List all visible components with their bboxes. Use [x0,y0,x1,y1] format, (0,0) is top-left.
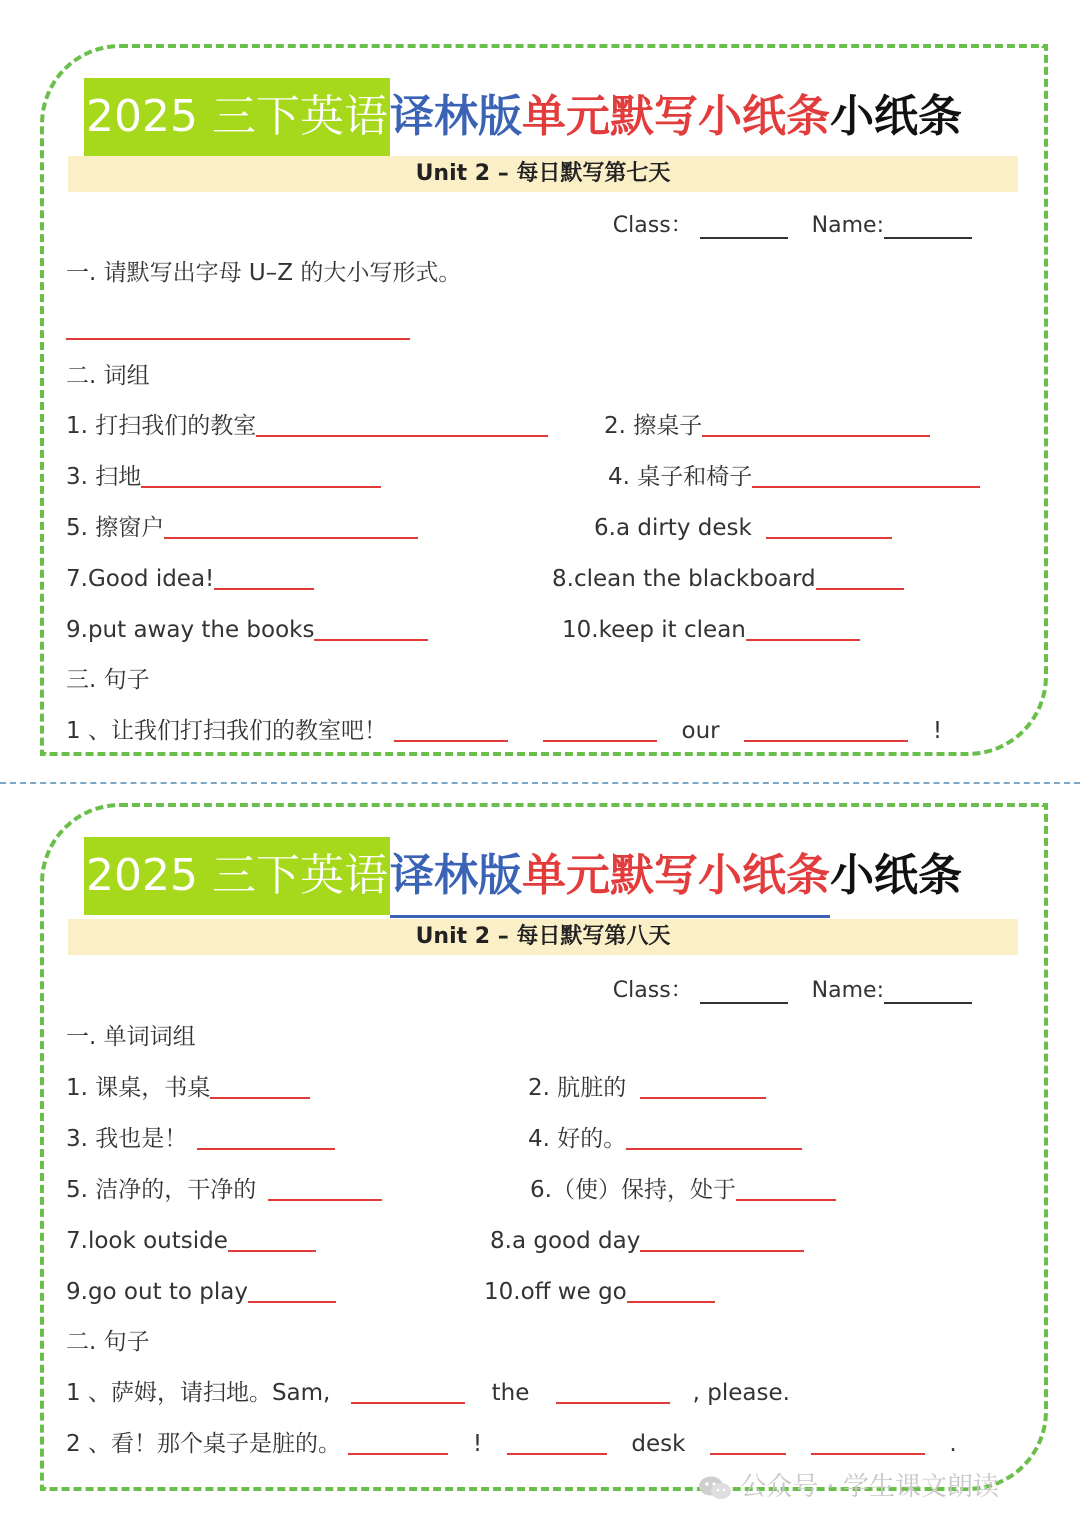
phrase-item: 2. 肮脏的 [528,1073,766,1103]
card-title [84,837,962,915]
title-slip: 小纸条 [829,850,962,901]
unit-subtitle: Unit 2 – 每日默写第七天 [68,156,1018,192]
class-name-row [613,208,972,239]
phrase-item: 6.（使）保持，处于 [530,1175,836,1205]
answer-line[interactable] [351,1401,465,1404]
title-edition: 译林版 [390,78,522,159]
name-label: Name: [811,213,884,238]
section-phrases: 二. 词组 [66,363,150,389]
answer-line[interactable] [811,1452,925,1455]
answer-line[interactable] [746,638,860,641]
phrase-item: 1. 打扫我们的教室 [66,411,548,441]
answer-line[interactable] [268,1198,382,1201]
phrase-item: 9.put away the books [66,615,428,645]
answer-line[interactable] [766,536,892,539]
class-name-row [613,973,972,1004]
phrase-item: 8.clean the blackboard [552,564,904,594]
name-blank[interactable] [884,236,972,239]
name-blank[interactable] [884,1001,972,1004]
cut-line [0,782,1080,784]
section-sentences: 三. 句子 [66,667,150,693]
phrase-item: 7.Good idea! [66,564,314,594]
dictation-card-day8 [40,803,1048,1491]
answer-line[interactable] [164,536,418,539]
answer-line[interactable] [248,1300,336,1303]
answer-line[interactable] [66,338,410,340]
answer-line[interactable] [141,485,381,488]
phrase-item: 10.keep it clean [562,615,860,645]
phrase-item: 5. 洁净的，干净的 [66,1175,382,1205]
answer-line[interactable] [744,739,908,742]
class-blank[interactable] [700,236,788,239]
title-slip: 小纸条 [829,91,962,142]
answer-line[interactable] [214,587,314,590]
card-title [84,78,962,156]
answer-line[interactable] [736,1198,836,1201]
sentence-item: 1 、让我们打扫我们的教室吧！ our ! [66,718,943,744]
title-dictation: 单元默写小纸条 [522,837,830,918]
answer-line[interactable] [640,1249,804,1252]
title-dictation: 单元默写小纸条 [522,78,830,159]
phrase-item: 4. 桌子和椅子 [608,462,980,492]
name-label: Name: [811,978,884,1003]
answer-line[interactable] [640,1096,766,1099]
answer-line[interactable] [816,587,904,590]
wechat-icon [698,1475,732,1501]
phrase-item: 10.off we go [484,1277,715,1307]
phrase-item: 3. 我也是！ [66,1124,335,1154]
answer-line[interactable] [348,1452,448,1455]
answer-line[interactable] [394,739,508,742]
section-words: 一. 单词词组 [66,1024,196,1050]
class-label: Class： [612,978,693,1003]
sentence-item: 1 、萨姆，请扫地。Sam, the , please. [66,1380,790,1406]
phrase-item: 2. 擦桌子 [604,411,930,441]
phrase-item: 6.a dirty desk [594,513,892,543]
answer-line[interactable] [627,1300,715,1303]
sentence-item: 2 、看！那个桌子是脏的。 ! desk . [66,1431,957,1457]
class-label: Class： [612,213,693,238]
answer-line[interactable] [752,485,980,488]
answer-line[interactable] [710,1452,786,1455]
title-year-subject: 2025 三下英语 [84,78,390,156]
answer-line[interactable] [197,1147,335,1150]
phrase-item: 5. 擦窗户 [66,513,418,543]
answer-line[interactable] [210,1096,310,1099]
phrase-item: 4. 好的。 [528,1124,802,1154]
section-sentences: 二. 句子 [66,1329,150,1355]
title-edition: 译林版 [390,837,522,918]
answer-line[interactable] [556,1401,670,1404]
phrase-item: 1. 课桌，书桌 [66,1073,310,1103]
answer-line[interactable] [256,434,548,437]
answer-line[interactable] [507,1452,607,1455]
phrase-item: 9.go out to play [66,1277,336,1307]
class-blank[interactable] [700,1001,788,1004]
unit-subtitle: Unit 2 – 每日默写第八天 [68,919,1018,955]
phrase-item: 3. 扫地 [66,462,381,492]
watermark-text: 公众号 · 学生课文朗读 [740,1472,1000,1502]
answer-line[interactable] [314,638,428,641]
section-letters: 一. 请默写出字母 U–Z 的大小写形式。 [66,260,462,286]
answer-line[interactable] [543,739,657,742]
title-year-subject: 2025 三下英语 [84,837,390,915]
dictation-card-day7 [40,44,1048,756]
watermark [698,1466,999,1503]
phrase-item: 8.a good day [490,1226,804,1256]
answer-line[interactable] [228,1249,316,1252]
answer-line[interactable] [626,1147,802,1150]
answer-line[interactable] [702,434,930,437]
phrase-item: 7.look outside [66,1226,316,1256]
